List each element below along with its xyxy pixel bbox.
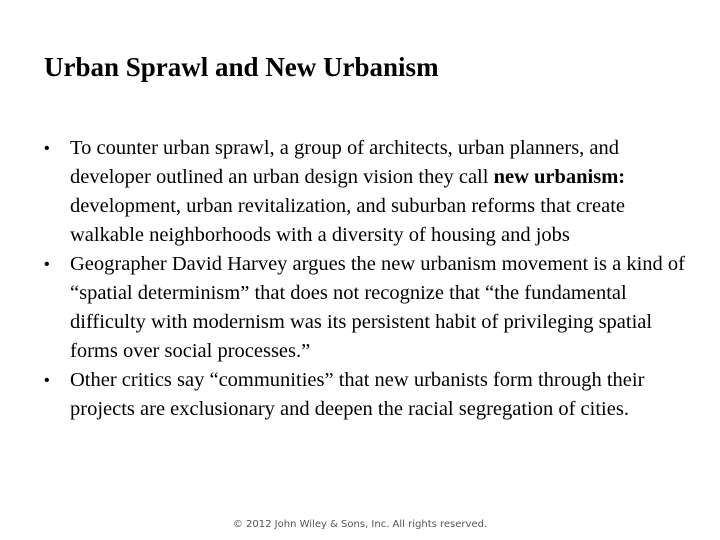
copyright-footer: © 2012 John Wiley & Sons, Inc. All rights reserved.: [232, 519, 488, 530]
bullet-icon: •: [44, 140, 50, 157]
bullet-text: To counter urban sprawl, a group of architects, urban planners, and developer outlined an urban design vision they call: [70, 137, 620, 188]
bullet-item-harvey: [44, 250, 694, 366]
bullet-item-new-urbanism: [44, 134, 694, 250]
bullet-item-critics: [44, 366, 694, 424]
key-term: new urbanism:: [493, 166, 626, 188]
bullet-icon: •: [44, 256, 50, 273]
bullet-list: [44, 134, 694, 424]
bullet-text: Other critics say “communities” that new urbanists form through their projects are exclusionary and deepen the racial segregation of cities.: [70, 369, 645, 420]
bullet-text-continued: development, urban revitalization, and suburban reforms that create walkable neighborhoods with a diversity of housing and jobs: [70, 195, 625, 246]
bullet-text: Geographer David Harvey argues the new urbanism movement is a kind of “spatial determinism” that does not recognize that “the fundamental difficulty with modernism was its persistent habit of privileging spatial forms over social processes.”: [70, 253, 686, 362]
slide-title: Urban Sprawl and New Urbanism: [44, 52, 439, 82]
bullet-icon: •: [44, 372, 50, 389]
